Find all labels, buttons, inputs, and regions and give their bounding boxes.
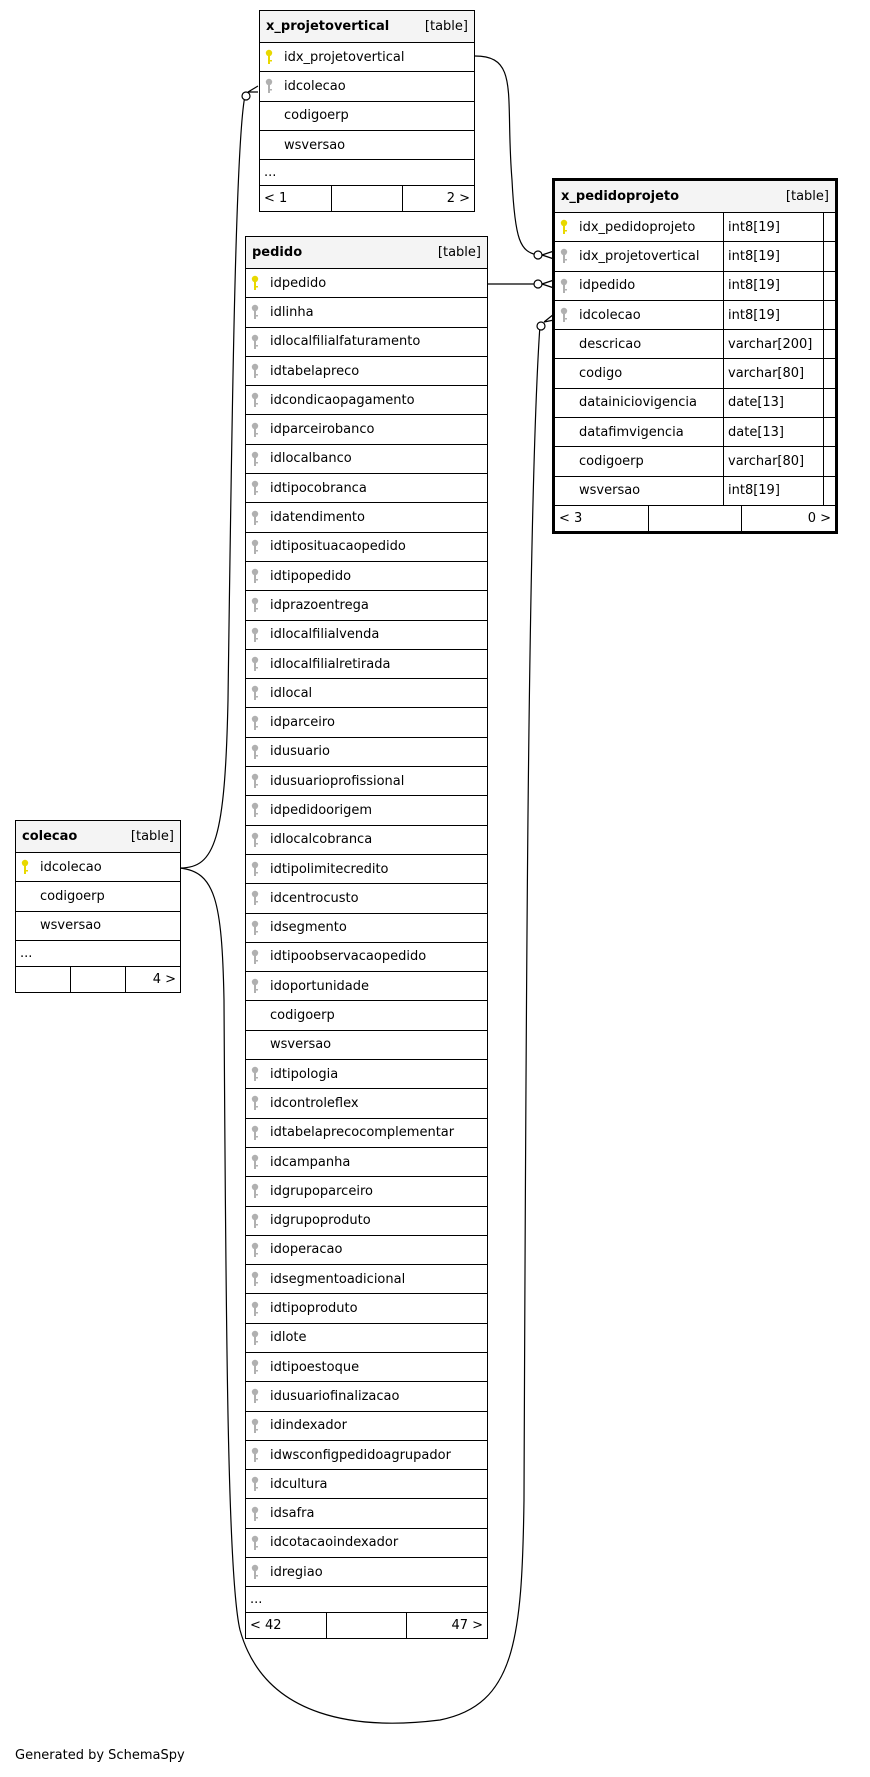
column-row[interactable] — [246, 269, 487, 298]
foreign-key-icon — [246, 591, 264, 619]
column-name: codigoerp — [284, 108, 349, 124]
column-name: codigoerp — [270, 1008, 335, 1024]
blank-icon — [246, 1031, 264, 1059]
column-name: idtabelapreco — [270, 363, 360, 379]
edge-projetovertical-pedidoprojeto — [475, 56, 538, 255]
column-row[interactable] — [555, 359, 835, 388]
column-row[interactable] — [246, 826, 487, 855]
column-row[interactable] — [246, 1412, 487, 1441]
column-row[interactable] — [555, 330, 835, 359]
parents-count[interactable]: < 3 — [559, 510, 583, 526]
column-row[interactable] — [246, 914, 487, 943]
column-row[interactable] — [246, 884, 487, 913]
blank-icon — [555, 359, 573, 387]
column-row[interactable] — [246, 386, 487, 415]
foreign-key-icon — [246, 1412, 264, 1440]
blank-icon — [260, 131, 278, 159]
column-name: idtipolimitecredito — [270, 861, 389, 877]
column-row[interactable] — [246, 1119, 487, 1148]
column-name: idwsconfigpedidoagrupador — [270, 1447, 451, 1463]
column-name: idgrupoparceiro — [270, 1183, 373, 1199]
column-row[interactable] — [260, 131, 474, 160]
foreign-key-icon — [246, 679, 264, 707]
column-name: idlocal — [270, 685, 313, 701]
column-name: idcentrocusto — [270, 890, 359, 906]
column-row[interactable] — [246, 503, 487, 532]
foreign-key-icon — [246, 914, 264, 942]
foreign-key-icon — [246, 972, 264, 1000]
column-name: codigoerp — [579, 454, 644, 470]
column-name: idlinha — [270, 304, 314, 320]
parents-count[interactable]: < 1 — [264, 191, 288, 207]
edge-colecao-projetovertical — [180, 92, 246, 868]
column-name: idparceiro — [270, 715, 335, 731]
table-kind: [table] — [424, 19, 468, 34]
column-name: idgrupoproduto — [270, 1213, 371, 1229]
column-name: idx_pedidoprojeto — [579, 219, 696, 235]
column-row[interactable] — [246, 1558, 487, 1587]
blank-icon — [260, 102, 278, 130]
children-count[interactable]: 47 > — [406, 1613, 487, 1638]
column-name: idpedidoorigem — [270, 802, 373, 818]
foreign-key-icon — [246, 1089, 264, 1117]
table-footer — [246, 1613, 487, 1638]
column-row[interactable] — [246, 738, 487, 767]
column-type: date[13] — [723, 418, 823, 446]
column-row[interactable] — [555, 242, 835, 271]
column-row[interactable] — [246, 1353, 487, 1382]
column-row[interactable] — [16, 853, 180, 882]
column-name: idtipoestoque — [270, 1359, 360, 1375]
table-name: pedido — [252, 245, 303, 260]
column-name: idtiposituacaopedido — [270, 539, 406, 555]
foreign-key-icon — [246, 1470, 264, 1498]
foreign-key-icon — [246, 621, 264, 649]
footer-middle — [326, 1613, 407, 1638]
foreign-key-icon — [260, 72, 278, 100]
column-type: varchar[80] — [723, 447, 823, 475]
column-name: idsafra — [270, 1506, 315, 1522]
foreign-key-icon — [246, 298, 264, 326]
table-header — [246, 237, 487, 269]
column-name: idpedido — [579, 278, 636, 294]
column-name: idindexador — [270, 1418, 347, 1434]
children-count[interactable]: 0 > — [741, 506, 835, 531]
foreign-key-icon — [246, 650, 264, 678]
column-row[interactable] — [246, 1177, 487, 1206]
blank-icon — [555, 389, 573, 417]
column-name: idlocalfilialvenda — [270, 627, 380, 643]
column-name: idlocalfilialfaturamento — [270, 334, 421, 350]
edge-marker-circle — [534, 280, 542, 288]
column-row[interactable] — [555, 389, 835, 418]
column-name: idcotacaoindexador — [270, 1535, 399, 1551]
blank-icon — [555, 418, 573, 446]
column-row[interactable] — [260, 102, 474, 131]
column-row[interactable] — [260, 43, 474, 72]
column-name: datafimvigencia — [579, 424, 684, 440]
column-name: idcolecao — [284, 78, 346, 94]
foreign-key-icon — [246, 1499, 264, 1527]
table-header — [260, 11, 474, 43]
column-name: idoportunidade — [270, 978, 370, 994]
column-name: idregiao — [270, 1564, 323, 1580]
column-row[interactable] — [246, 1441, 487, 1470]
column-name: idcondicaopagamento — [270, 392, 415, 408]
column-name: idtipoobservacaopedido — [270, 949, 427, 965]
column-row[interactable] — [246, 1499, 487, 1528]
column-spacer — [823, 477, 835, 505]
column-name: descricao — [579, 336, 642, 352]
column-name: idpedido — [270, 275, 327, 291]
column-row[interactable] — [246, 1236, 487, 1265]
foreign-key-icon — [246, 1324, 264, 1352]
table-name: x_pedidoprojeto — [561, 189, 680, 204]
column-spacer — [823, 242, 835, 270]
column-row[interactable] — [555, 477, 835, 506]
foreign-key-icon — [246, 562, 264, 590]
column-name: idcontroleflex — [270, 1095, 359, 1111]
column-type: int8[19] — [723, 213, 823, 241]
foreign-key-icon — [246, 1148, 264, 1176]
table-name: colecao — [22, 829, 78, 844]
column-name: idlote — [270, 1330, 307, 1346]
foreign-key-icon — [246, 445, 264, 473]
column-row[interactable] — [555, 272, 835, 301]
column-spacer — [823, 418, 835, 446]
foreign-key-icon — [246, 1529, 264, 1557]
edge-marker-circle — [537, 322, 545, 330]
column-spacer — [823, 301, 835, 329]
column-name: idtipologia — [270, 1066, 339, 1082]
foreign-key-icon — [555, 242, 573, 270]
table-x_pedidoprojeto[interactable] — [552, 178, 838, 534]
column-row[interactable] — [16, 912, 180, 941]
more-columns-ellipsis: ... — [246, 1587, 487, 1613]
column-name: idcolecao — [40, 859, 102, 875]
foreign-key-icon — [246, 474, 264, 502]
column-type: int8[19] — [723, 477, 823, 505]
column-row[interactable] — [246, 1265, 487, 1294]
column-row[interactable] — [246, 972, 487, 1001]
table-footer — [555, 506, 835, 531]
column-row[interactable] — [246, 298, 487, 327]
generated-by-credit: Generated by SchemaSpy — [15, 1748, 185, 1763]
foreign-key-icon — [246, 884, 264, 912]
column-row[interactable] — [246, 562, 487, 591]
blank-icon — [246, 1001, 264, 1029]
column-row[interactable] — [246, 1060, 487, 1089]
column-row[interactable] — [246, 1529, 487, 1558]
children-count[interactable]: 2 > — [402, 186, 474, 211]
column-name: idusuariofinalizacao — [270, 1388, 400, 1404]
column-row[interactable] — [246, 621, 487, 650]
foreign-key-icon — [246, 1558, 264, 1586]
table-pedido[interactable] — [245, 236, 488, 1639]
foreign-key-icon — [246, 796, 264, 824]
primary-key-icon — [246, 269, 264, 297]
column-row[interactable] — [555, 213, 835, 242]
column-name: idlocalfilialretirada — [270, 656, 391, 672]
column-name: datainiciovigencia — [579, 395, 697, 411]
column-row[interactable] — [246, 796, 487, 825]
column-row[interactable] — [246, 1148, 487, 1177]
column-name: idusuarioprofissional — [270, 773, 405, 789]
column-type: int8[19] — [723, 272, 823, 300]
column-name: idusuario — [270, 744, 330, 760]
foreign-key-icon — [246, 855, 264, 883]
foreign-key-icon — [246, 1207, 264, 1235]
foreign-key-icon — [246, 1353, 264, 1381]
column-name: wsversao — [284, 137, 346, 153]
column-row[interactable] — [246, 679, 487, 708]
table-header — [555, 181, 835, 213]
column-row[interactable] — [246, 1207, 487, 1236]
table-colecao[interactable] — [15, 820, 181, 993]
column-row[interactable] — [555, 301, 835, 330]
foreign-key-icon — [246, 357, 264, 385]
column-name: idlocalbanco — [270, 451, 352, 467]
foreign-key-icon — [246, 1177, 264, 1205]
column-name: idatendimento — [270, 510, 365, 526]
table-kind: [table] — [785, 189, 829, 204]
foreign-key-icon — [246, 1060, 264, 1088]
column-row[interactable] — [246, 855, 487, 884]
column-name: idtipopedido — [270, 568, 352, 584]
footer-middle — [331, 186, 403, 211]
column-row[interactable] — [16, 882, 180, 911]
column-name: codigo — [579, 366, 623, 382]
column-row[interactable] — [555, 447, 835, 476]
column-name: wsversao — [40, 918, 102, 934]
table-header — [16, 821, 180, 853]
children-count[interactable]: 4 > — [125, 967, 180, 992]
column-row[interactable] — [246, 1470, 487, 1499]
edge-marker-circle — [242, 92, 250, 100]
column-name: idcolecao — [579, 307, 641, 323]
blank-icon — [555, 447, 573, 475]
column-name: wsversao — [270, 1037, 332, 1053]
column-type: int8[19] — [723, 242, 823, 270]
blank-icon — [16, 882, 34, 910]
primary-key-icon — [555, 213, 573, 241]
foreign-key-icon — [246, 1294, 264, 1322]
column-spacer — [823, 213, 835, 241]
column-row[interactable] — [246, 415, 487, 444]
column-spacer — [823, 389, 835, 417]
primary-key-icon — [260, 43, 278, 71]
column-type: date[13] — [723, 389, 823, 417]
column-spacer — [823, 359, 835, 387]
foreign-key-icon — [246, 1265, 264, 1293]
table-x_projetovertical[interactable] — [259, 10, 475, 212]
column-name: idtipocobranca — [270, 480, 367, 496]
footer-middle — [70, 967, 125, 992]
blank-icon — [555, 477, 573, 505]
foreign-key-icon — [246, 533, 264, 561]
column-name: idx_projetovertical — [579, 248, 700, 264]
column-row[interactable] — [246, 767, 487, 796]
column-row[interactable] — [260, 72, 474, 101]
column-row[interactable] — [246, 328, 487, 357]
foreign-key-icon — [246, 1119, 264, 1147]
column-name: idx_projetovertical — [284, 49, 405, 65]
more-columns-ellipsis: ... — [260, 160, 474, 186]
column-name: codigoerp — [40, 888, 105, 904]
column-row[interactable] — [246, 1089, 487, 1118]
table-footer — [260, 186, 474, 211]
column-type: int8[19] — [723, 301, 823, 329]
column-name: idsegmentoadicional — [270, 1271, 406, 1287]
foreign-key-icon — [246, 1236, 264, 1264]
column-row[interactable] — [246, 943, 487, 972]
column-type: varchar[200] — [723, 330, 823, 358]
edge-marker-circle — [534, 251, 542, 259]
foreign-key-icon — [246, 386, 264, 414]
column-name: idtipoproduto — [270, 1301, 358, 1317]
blank-icon — [16, 912, 34, 940]
column-row[interactable] — [555, 418, 835, 447]
column-name: idtabelaprecocomplementar — [270, 1125, 455, 1141]
column-spacer — [823, 272, 835, 300]
foreign-key-icon — [246, 328, 264, 356]
column-name: idcultura — [270, 1476, 328, 1492]
column-name: idparceirobanco — [270, 422, 375, 438]
parents-count[interactable]: < 42 — [250, 1618, 282, 1634]
table-kind: [table] — [130, 829, 174, 844]
column-name: idcampanha — [270, 1154, 351, 1170]
column-row[interactable] — [246, 533, 487, 562]
foreign-key-icon — [246, 1382, 264, 1410]
column-row[interactable] — [246, 1324, 487, 1353]
table-footer — [16, 967, 180, 992]
column-name: idlocalcobranca — [270, 832, 373, 848]
foreign-key-icon — [246, 708, 264, 736]
column-spacer — [823, 330, 835, 358]
column-row[interactable] — [246, 650, 487, 679]
column-row[interactable] — [246, 474, 487, 503]
foreign-key-icon — [555, 272, 573, 300]
column-name: idsegmento — [270, 920, 347, 936]
column-row[interactable] — [246, 708, 487, 737]
column-name: wsversao — [579, 483, 641, 499]
column-row[interactable] — [246, 1001, 487, 1030]
blank-icon — [555, 330, 573, 358]
table-kind: [table] — [437, 245, 481, 260]
foreign-key-icon — [246, 943, 264, 971]
column-type: varchar[80] — [723, 359, 823, 387]
column-name: idprazoentrega — [270, 597, 369, 613]
column-row[interactable] — [246, 591, 487, 620]
foreign-key-icon — [246, 415, 264, 443]
parents-count[interactable] — [16, 967, 70, 992]
edge-crowfoot — [248, 86, 258, 92]
primary-key-icon — [16, 853, 34, 881]
column-row[interactable] — [246, 357, 487, 386]
foreign-key-icon — [555, 301, 573, 329]
footer-middle — [648, 506, 742, 531]
column-spacer — [823, 447, 835, 475]
foreign-key-icon — [246, 826, 264, 854]
column-name: idoperacao — [270, 1242, 343, 1258]
table-name: x_projetovertical — [266, 19, 390, 34]
more-columns-ellipsis: ... — [16, 941, 180, 967]
foreign-key-icon — [246, 738, 264, 766]
foreign-key-icon — [246, 767, 264, 795]
foreign-key-icon — [246, 503, 264, 531]
foreign-key-icon — [246, 1441, 264, 1469]
column-row[interactable] — [246, 1031, 487, 1060]
column-row[interactable] — [246, 1294, 487, 1323]
column-row[interactable] — [246, 1382, 487, 1411]
column-row[interactable] — [246, 445, 487, 474]
